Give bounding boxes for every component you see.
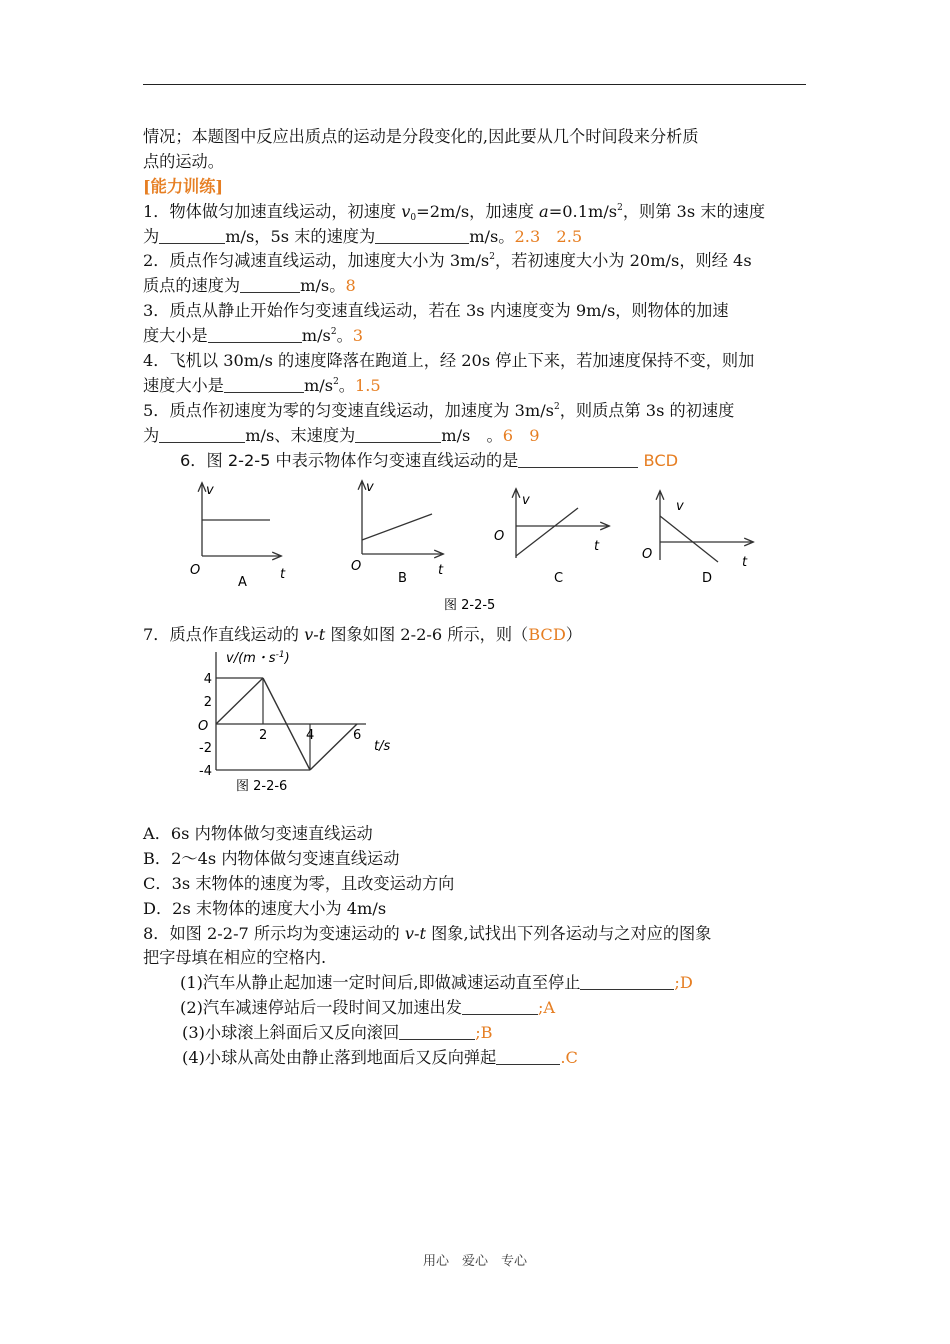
q7-option-c: C．3s 末物体的速度为零，且改变运动方向 (143, 873, 455, 893)
q6-answer: BCD (643, 450, 679, 470)
q8-item-1-answer: D (679, 973, 693, 993)
graph-b-label: B (398, 571, 407, 586)
intro-line-1: 情况；本题图中反应出质点的运动是分段变化的,因此要从几个时间段来分析质 (143, 127, 699, 146)
q5-line-1: 5．质点作初速度为零的匀变速直线运动，加速度为 $3m/s^2$，则质点第 3s 的初速度 (143, 400, 735, 420)
graph-a-label: A (238, 575, 247, 590)
q8-line-2: 把字母填在相应的空格内. (143, 948, 327, 968)
q4-answer: 1.5 (354, 375, 381, 395)
q7-answer: BCD (528, 625, 566, 644)
answer-blank (240, 276, 300, 293)
origin-label: O (642, 547, 653, 562)
y-tick-label: 2 (203, 695, 212, 710)
q8-item-3-answer: B (480, 1023, 493, 1043)
q8-item-2: (2)汽车减速停站后一段时间又加速出发 ;A (180, 998, 556, 1018)
graph-c-label: C (554, 571, 564, 586)
q6-line: 6．图 2-2-5 中表示物体作匀变速直线运动的是 BCD (180, 450, 679, 470)
x-tick-label: 4 (306, 728, 315, 743)
origin-label: O (198, 719, 209, 734)
page-footer: 用心 爱心 专心 (422, 1254, 527, 1269)
t-label: t (280, 567, 286, 582)
y-tick-label: 4 (203, 672, 212, 687)
document-body (143, 125, 808, 473)
figure-2-2-6 (190, 646, 400, 798)
chart-axes (216, 652, 366, 770)
q8-item-3: (3)小球滚上斜面后又反向滚回 ;B (182, 1023, 493, 1043)
q2-line-2: 质点的速度为 m/s。8 (143, 276, 356, 296)
figure-2-2-5-caption: 图 2-2-5 (444, 598, 496, 613)
q2-line-1: 2．质点作匀减速直线运动，加速度大小为 $3m/s^2$，若初速度大小为 20m/s，则经 4s (143, 251, 752, 271)
graph-d (660, 492, 752, 562)
v-label: v (206, 483, 214, 498)
x-axis-label: t/s (374, 739, 391, 754)
answer-blank (462, 998, 538, 1015)
v-label: v (366, 480, 374, 495)
graph-line (362, 514, 432, 540)
origin-label: O (190, 563, 201, 578)
q4-line-1: 4．飞机以 30m/s 的速度降落在跑道上，经 20s 停止下来，若加速度保持不变，则加 (143, 351, 755, 371)
q4-line-2: 速度大小是 $m/s^2$。1.5 (143, 375, 381, 395)
q5-line-2: 为 m/s、末速度为 m/s 。6 9 (143, 425, 540, 445)
q7-option-a: A．6s 内物体做匀变速直线运动 (143, 824, 373, 843)
y-tick-label: -4 (199, 764, 212, 779)
q8-item-4: (4)小球从高处由静止落到地面后又反向弹起 .C (182, 1048, 578, 1068)
graph-b (362, 482, 442, 554)
t-label: t (594, 539, 600, 554)
q7-options (143, 822, 808, 1071)
t-label: t (742, 555, 748, 570)
v-label: v (676, 499, 684, 514)
graph-line (516, 508, 578, 556)
q1-answer: 2.3 2.5 (514, 226, 583, 246)
answer-blank (375, 227, 469, 244)
origin-label: O (494, 529, 505, 544)
q2-answer: 8 (345, 276, 356, 296)
origin-label: O (351, 559, 362, 574)
answer-blank (355, 426, 441, 443)
answer-blank (580, 973, 674, 990)
series-segment (216, 678, 263, 724)
answer-blank (208, 326, 302, 343)
answer-blank (224, 376, 304, 393)
q8-item-1: (1)汽车从静止起加速一定时间后,即做减速运动直至停止 ;D (180, 973, 693, 993)
intro-line-2: 点的运动。 (143, 151, 224, 171)
figure-2-2-6-caption: 图 2-2-6 (236, 779, 288, 794)
y-tick-label: -2 (199, 741, 212, 756)
answer-blank (159, 227, 225, 244)
series-segment (310, 724, 357, 770)
q7-option-b: B．2～4s 内物体做匀变速直线运动 (143, 848, 400, 868)
graph-d-label: D (702, 571, 713, 586)
q3-line-1: 3．质点从静止开始作匀变速直线运动，若在 3s 内速度变为 9m/s，则物体的加速 (143, 301, 729, 321)
q7-option-d: D．2s 末物体的速度大小为 4m/s (143, 898, 387, 918)
v-label: v (522, 493, 530, 508)
q7-line: 7．质点作直线运动的 v-t 图象如图 2-2-6 所示，则（BCD） (143, 625, 582, 644)
t-label: t (438, 563, 444, 578)
q8-item-2-answer: A (543, 998, 556, 1018)
section-heading: [能力训练] (143, 176, 224, 196)
q5-answer: 6 9 (502, 425, 540, 445)
q8-line-1: 8．如图 2-2-7 所示均为变速运动的 v-t 图象,试找出下列各运动与之对应的图象 (143, 923, 712, 943)
header-rule (143, 84, 806, 85)
answer-blank (159, 426, 245, 443)
figure-2-2-5 (180, 478, 780, 616)
answer-blank (496, 1048, 560, 1065)
q1-line-2: 为 m/s，5s 末的速度为 m/s。2.3 2.5 (143, 226, 583, 246)
x-tick-label: 6 (353, 728, 362, 743)
q8-item-4-answer: C (565, 1048, 578, 1068)
y-axis-label: v/(m・$s^{-1}$) (226, 650, 290, 666)
q7-block (143, 623, 808, 648)
answer-blank (399, 1023, 475, 1040)
answer-blank (518, 451, 638, 468)
q1-line-1: 1．物体做匀加速直线运动，初速度 $v_0=2m/s$，加速度 $a=0.1m/s^2$，则第 3s 末的速度 (143, 201, 766, 223)
graph-line (660, 516, 718, 562)
q3-line-2: 度大小是 $m/s^2$。3 (143, 326, 364, 346)
q3-answer: 3 (352, 326, 364, 346)
x-tick-label: 2 (259, 728, 268, 743)
